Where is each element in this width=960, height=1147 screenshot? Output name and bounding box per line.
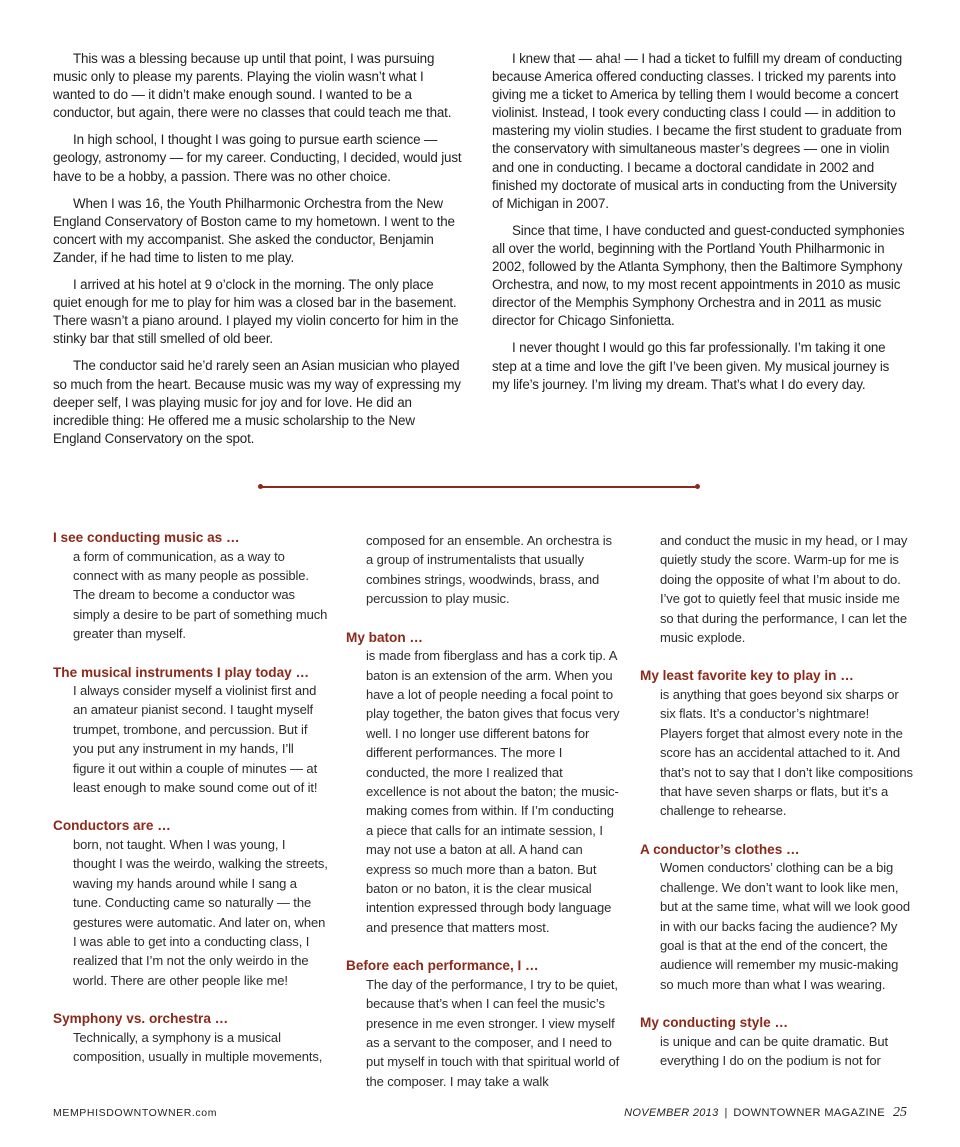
divider-dot-left [258,484,263,489]
divider-line [261,486,697,488]
qa-item [53,665,328,798]
qa-heading: Symphony vs. orchestra … [53,1011,229,1027]
qa-continuation [346,531,621,609]
page-number: 25 [893,1105,907,1120]
qa-answer: I always consider myself a violinist first and an amateur pianist second. I taught myself trumpet, trombone, and percussion. But if you put any instrument in my hands, I’ll figure it out within a couple of minutes — at least enough to make sound come out of it! [73,683,318,796]
qa-heading: Before each performance, I … [346,958,539,974]
qa-heading: I see conducting music as … [53,530,240,545]
essay-paragraph: When I was 16, the Youth Philharmonic Orchestra from the New England Conservatory of Boston came to my hometown. I went to the concert with my accompanist. She asked the conductor, Benjamin Zander, if he had time to listen to me play. [53,195,455,265]
qa-answer: born, not taught. When I was young, I thought I was the weirdo, walking the streets, waving my hands around while I sang a tune. Conducting came so naturally — the gestures were automatic. And later on, when I was able to get into a conducting class, I realized that I’m not the only weirdo in the world. There are other people like me! [73,836,328,988]
section-divider [258,484,700,490]
essay-paragraph: The conductor said he’d rarely seen an Asian musician who played so much from the heart. Because music was my way of expressing my deeper self, I was playing music for joy and for love. He did an incredible thing: He offered me a music scholarship to the New England Conservatory on the spot. [53,358,461,446]
qa-column-2 [346,531,621,1112]
essay-left-column [53,50,463,457]
qa-item [346,958,621,1091]
qa-heading: Conductors are … [53,818,171,834]
qa-column-1 [53,530,328,1088]
qa-heading: My baton … [346,629,424,645]
footer-website: MEMPHISDOWNTOWNER.com [53,1107,218,1119]
qa-answer: is unique and can be quite dramatic. But everything I do on the podium is not for [660,1033,888,1069]
essay-paragraph: I knew that — aha! — I had a ticket to fulfill my dream of conducting because America offered conducting classes. I tricked my parents into giving me a ticket to America by telling them I would become a concert violinist. Instead, I took every conducting class I could — in addition to mastering my violin studies. I became the first student to graduate from the conservatory with simultaneous master’s degrees — one in violin and one in conducting. I became a doctoral candidate in 2002 and finished my doctorate of musical arts in conducting from the University of Michigan in 2007. [492,51,903,211]
qa-item [640,668,915,820]
qa-column-3 [640,531,915,1091]
footer-separator: | [724,1107,728,1119]
essay-paragraph: I arrived at his hotel at 9 o’clock in the morning. The only place quiet enough for me to play for him was a closed bar in the basement. There wasn’t a piano around. I played my violin concerto for him in the stinky bar that still smelled of old beer. [53,277,459,347]
qa-answer-continued: and conduct the music in my head, or I may quietly study the score. Warm-up for me is doing the opposite of what I’m about to do. I’ve got to quietly feel that music inside me so that during the performance, I can let the music explode. [660,533,908,646]
footer-issue-date: NOVEMBER 2013 [624,1107,719,1119]
divider-dot-right [695,484,700,489]
qa-heading: My conducting style … [640,1015,789,1031]
qa-heading: My least favorite key to play in … [640,668,854,684]
qa-item [640,842,915,994]
qa-item [53,818,328,990]
essay-paragraph: I never thought I would go this far professionally. I’m taking it one step at a time and love the gift I’ve been given. My musical journey is my life’s journey. I’m living my dream. That’s what I do every day. [492,340,890,392]
qa-item [53,530,328,644]
qa-answer: Technically, a symphony is a musical composition, usually in multiple movements, [73,1029,323,1065]
essay-paragraph: Since that time, I have conducted and guest-conducted symphonies all over the world, beginning with the Portland Youth Philharmonic in 2002, followed by the Atlanta Symphony, then the Baltimore Symphony Orchestra, and now, to my most recent appointments in 2010 as music director of the Memphis Symphony Orchestra and in 2011 as music director for Chicago Sinfonietta. [492,222,905,329]
qa-continuation [640,531,915,647]
qa-answer-continued: composed for an ensemble. An orchestra is a group of instrumentalists that usually combines strings, woodwinds, brass, and percussion to play music. [366,533,612,607]
footer-folio [624,1105,907,1121]
qa-answer: is anything that goes beyond six sharps or six flats. It’s a conductor’s nightmare! Players forget that almost every note in the score has an accidental attached to it. And that’s not to say that I don’t like compositions that have seven sharps or flats, but it’s a challenge to rehearse. [660,686,913,819]
qa-answer: a form of communication, as a way to connect with as many people as possible. The dream to become a conductor was simply a desire to be part of something much greater than myself. [73,548,328,642]
qa-answer: The day of the performance, I try to be quiet, because that’s when I can feel the music’s presence in me even stronger. I view myself as a servant to the composer, and I need to put myself in touch with that spiritual world of the composer. I may take a walk [366,976,620,1089]
qa-item [640,1015,915,1070]
qa-item [346,630,621,938]
qa-answer: is made from fiberglass and has a cork tip. A baton is an extension of the arm. When you have a lot of people needing a focal point to play together, the baton gives that focus very well. I no longer use different batons for different performances. The more I conducted, the more I realized that excellence is not about the baton; the music-making comes from within. If I’m conducting a piece that calls for an intimate session, I may not use a baton at all. A hand can express so much more than a baton. But baton or no baton, it is the clear musical intention expressed through body language and presence that matters most. [366,648,620,935]
qa-heading: A conductor’s clothes … [640,841,800,857]
qa-answer: Women conductors’ clothing can be a big challenge. We don’t want to look like men, but at the same time, what will we look good in with our backs facing the audience? My goal is that at the end of the concert, the audience will remember my music-making so much more than what I was wearing. [660,860,910,992]
footer-magazine-name: DOWNTOWNER MAGAZINE [733,1107,885,1119]
qa-item [53,1011,328,1066]
qa-heading: The musical instruments I play today … [53,664,310,680]
essay-right-column [492,50,906,403]
essay-paragraph: In high school, I thought I was going to pursue earth science — geology, astronomy — for my career. Conducting, I decided, would just have to be a hobby, a passion. There was no other choice. [53,132,462,184]
essay-paragraph: This was a blessing because up until that point, I was pursuing music only to please my parents. Playing the violin wasn’t what I wanted to do — it didn’t make enough sound. I wanted to be a conductor, but again, there were no classes that could teach me that. [53,51,452,121]
